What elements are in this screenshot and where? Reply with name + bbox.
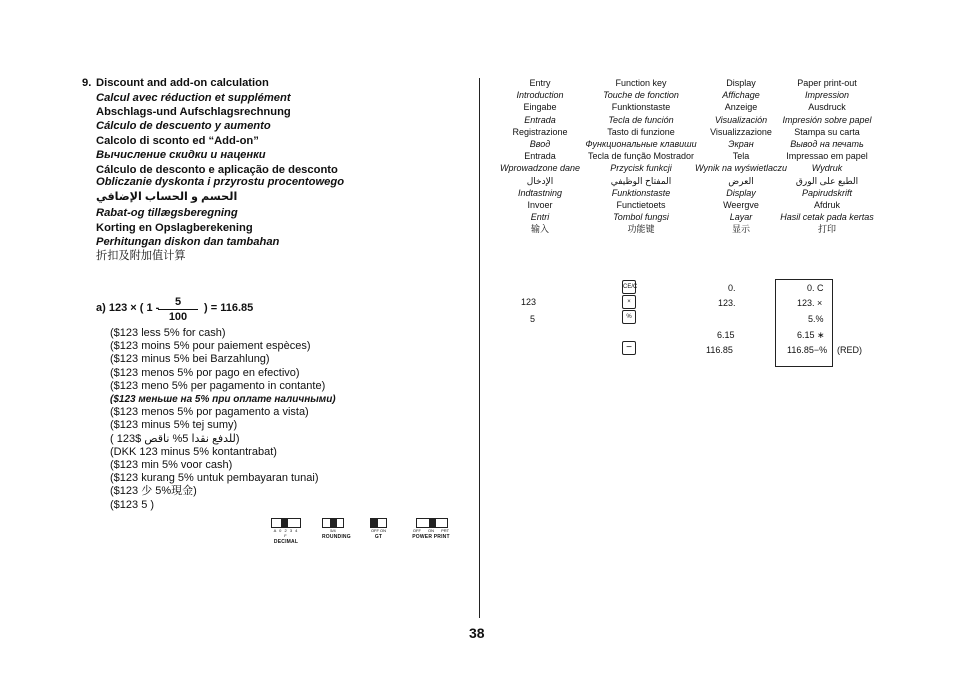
header-cell: Paper print-out: [797, 78, 857, 88]
header-cell: Entrada: [524, 151, 556, 162]
header-cell: Function key: [615, 78, 667, 88]
example-line: ($123 меньше на 5% при оплате наличными): [110, 394, 336, 406]
header-cell: Entrada: [524, 114, 556, 125]
header-cell: Weergve: [723, 200, 759, 211]
header-cell: Tombol fungsi: [613, 212, 669, 223]
header-cell: Ввод: [529, 139, 551, 150]
title-da: Rabat-og tillægsberegning: [96, 207, 238, 219]
example-line: ($123 moins 5% pour paiement espèces): [110, 340, 311, 353]
header-cell: Wydruk: [811, 163, 843, 174]
header-cell: Afdruk: [813, 200, 840, 211]
header-cell: 打印: [817, 224, 836, 235]
header-entry: [495, 77, 585, 236]
header-paper: [774, 77, 880, 236]
paper-line: 0. C: [807, 283, 824, 293]
fraction-denominator: 100: [168, 311, 188, 323]
header-cell: Вывод на печать: [790, 139, 864, 150]
header-cell: Impressao em papel: [786, 151, 868, 162]
red-note: (RED): [837, 345, 862, 355]
header-cell: Hasil cetak pada kertas: [780, 212, 874, 223]
paper-line: 123. ×: [797, 298, 823, 308]
minus-key-icon: −: [622, 341, 636, 355]
example-line: (DKK 123 minus 5% kontantrabat): [110, 445, 277, 458]
header-cell: Экран: [728, 139, 754, 150]
header-cell: Display: [726, 78, 756, 88]
rounding-switch: [322, 518, 351, 540]
header-cell: Visualización: [714, 114, 768, 125]
display-value: 0.: [728, 283, 736, 293]
display-value: 6.15: [717, 330, 735, 340]
header-cell: Impression: [804, 90, 849, 101]
example-line: ($123 kurang 5% untuk pembayaran tunai): [110, 472, 319, 485]
power-ticks: OFF ON PRT: [412, 528, 450, 533]
rounding-label: ROUNDING: [322, 534, 351, 540]
header-cell: Anzeige: [724, 102, 758, 113]
gt-switch: [370, 518, 387, 540]
example-line: ($123 menos 5% por pagamento a vista): [110, 406, 309, 419]
formula-fraction: [158, 296, 198, 323]
header-cell: Layar: [729, 212, 753, 223]
title-fr: Calcul avec réduction et supplément: [96, 92, 291, 104]
title-pt: Cálculo de desconto e aplicação de desconto: [96, 164, 338, 176]
header-cell: Wprowadzone dane: [499, 163, 581, 174]
example-line: ($123 meno 5% per pagamento in contante): [110, 379, 326, 392]
header-cell: Affichage: [722, 90, 760, 101]
header-cell: 显示: [731, 224, 750, 235]
header-cell: Ausdruck: [808, 102, 846, 113]
header-cell: العرض: [728, 175, 754, 186]
entry-value: 5: [530, 314, 536, 324]
header-cell: Eingabe: [523, 102, 557, 113]
power-switch: [405, 518, 457, 540]
gt-label: GT: [374, 534, 383, 540]
example-line: ($123 menos 5% por pago en efectivo): [110, 366, 300, 379]
header-cell: Tecla de função Mostrador: [587, 151, 695, 162]
example-line: ($123 少 5%現金): [110, 485, 197, 498]
percent-key-icon: %: [622, 310, 636, 324]
header-cell: المفتاح الوظيفي: [610, 175, 672, 186]
title-pl: Obliczanie dyskonta i przyrostu procentowego: [96, 176, 345, 188]
formula-suffix: ) = 116.85: [204, 302, 254, 314]
fraction-bar: [158, 309, 198, 310]
decimal-switch: [271, 518, 301, 545]
header-cell: Touche de fonction: [603, 90, 679, 101]
example-line: ($123 minus 5% tej sumy): [110, 419, 238, 432]
header-cell: 功能键: [627, 224, 655, 235]
header-cell: Tasto di funzione: [607, 126, 675, 137]
column-divider: [479, 78, 480, 618]
header-cell: الطبع على الورق: [795, 175, 859, 186]
entry-value: 123: [521, 297, 537, 307]
decimal-label: DECIMAL: [273, 539, 299, 545]
ce-c-key-icon: CE/C: [622, 280, 636, 294]
header-cell: Visualizzazione: [710, 126, 772, 137]
header-function-key: [578, 77, 704, 236]
header-cell: Funktionstaste: [611, 187, 671, 198]
power-label: POWER PRINT: [412, 534, 450, 540]
section-number: 9.: [82, 77, 92, 89]
header-cell: Impresión sobre papel: [782, 114, 872, 125]
header-cell: Indtastning: [517, 187, 563, 198]
gt-ticks: OFF ON: [370, 528, 387, 533]
formula-prefix: a) 123 × ( 1 -: [96, 302, 160, 314]
title-nl: Korting en Opslagberekening: [96, 222, 253, 234]
header-cell: Invoer: [527, 200, 553, 211]
paper-line: 5.%: [808, 314, 824, 324]
header-cell: Entry: [529, 78, 551, 88]
example-line: ($123 less 5% for cash): [110, 327, 226, 339]
header-cell: الإدخال: [526, 175, 554, 186]
title-es: Cálculo de descuento y aumento: [96, 120, 271, 132]
header-cell: Przycisk funkcji: [610, 163, 672, 174]
header-cell: Tecla de función: [608, 114, 674, 125]
title-ru: Вычисление скидки и наценки: [96, 149, 266, 161]
title-ar: الحسم و الحساب الإضافي: [96, 191, 238, 203]
rounding-ticks: 5/4: [330, 528, 336, 533]
header-cell: Функциональные клавиши: [585, 139, 697, 150]
header-cell: Wynik na wyświetlaczu: [694, 163, 788, 174]
example-line: ($123 5 ): [110, 498, 155, 511]
multiply-key-icon: ×: [622, 295, 636, 309]
header-cell: Entri: [530, 212, 550, 223]
header-cell: Tela: [732, 151, 750, 162]
page-number: 38: [469, 625, 485, 641]
paper-line: 116.85−%: [787, 345, 828, 355]
header-cell: Funktionstaste: [611, 102, 671, 113]
title-de: Abschlags-und Aufschlagsrechnung: [96, 106, 291, 118]
title-id: Perhitungan diskon dan tambahan: [96, 236, 280, 248]
header-cell: Functietoets: [616, 200, 666, 211]
header-cell: Stampa su carta: [794, 126, 860, 137]
example-line: ($123 min 5% voor cash): [110, 459, 233, 472]
header-cell: Registrazione: [512, 126, 568, 137]
header-cell: Display: [726, 187, 756, 198]
example-descriptions: [110, 327, 336, 512]
title-it: Calcolo di sconto ed “Add-on”: [96, 135, 259, 147]
title-zh: 折扣及附加值计算: [96, 250, 186, 262]
display-value: 116.85: [706, 345, 733, 355]
title-en: Discount and add-on calculation: [96, 77, 269, 89]
fraction-numerator: 5: [174, 296, 182, 308]
decimal-ticks: A 0 2 3 4 F: [273, 528, 299, 538]
example-line: ($123 minus 5% bei Barzahlung): [110, 353, 270, 366]
paper-line: 6.15 ∗: [797, 330, 825, 340]
header-cell: 输入: [530, 224, 549, 235]
header-cell: Papirudskrift: [801, 187, 853, 198]
example-line: ( للدفع نقدا 5% ناقص $123): [110, 432, 240, 445]
display-value: 123.: [718, 298, 736, 308]
header-cell: Introduction: [516, 90, 564, 101]
